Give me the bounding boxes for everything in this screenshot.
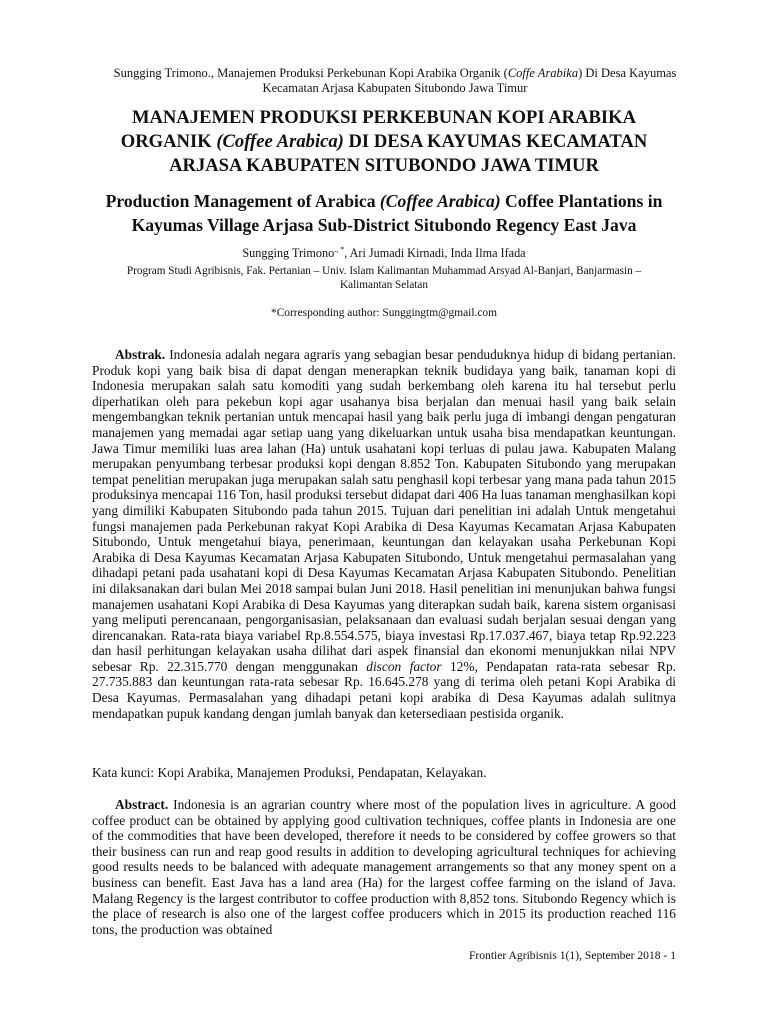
affiliation: Program Studi Agribisnis, Fak. Pertanian – Univ. Islam Kalimantan Muhammad Arsyad Al-Banjari, Banjarmasin – Kalimantan Selatan — [126, 265, 642, 291]
title-en-text-2: Coffee Plantations in Kayumas Village Arjasa Sub-District Situbondo Regency East Java — [131, 191, 663, 235]
title-en-text: Production Management of Arabica — [105, 191, 380, 211]
abstract-en-text: Indonesia is an agrarian country where most of the population lives in agriculture. A good coffee product can be obtained by applying good cultivation techniques, coffee plants in Indonesia are one of the commodities that have been developed, therefore it needs to be considered by coffee growers so that their business can run and reap good results in addition to developing agricultural techniques for achieving good results needs to be balanced with adequate management arrangements so that any money spent on a business can benefit. East Java has a land area (Ha) for the largest coffee farming on the island of Java. Malang Regency is the largest contributor to coffee production with 8,852 tons. Situbondo Regency which is the place of research is also one of the largest coffee producers which in 2015 its production reached 116 tons, the production was obtained — [92, 797, 676, 937]
running-head-text: Sungging Trimono., Manajemen Produksi Perkebunan Kopi Arabika Organik ( — [113, 66, 508, 80]
abstract-id-text: Indonesia adalah negara agraris yang sebagian besar penduduknya hidup di bidang pertanian. Produk kopi yang baik bisa di dapat dengan menerapkan teknik budidaya yang baik, tanaman kopi di Indonesia merupakan salah satu komoditi yang sudah berkembang oleh karena itu hal tersebut perlu diperhatikan oleh para pekebun kopi agar usahanya bisa berjalan dan menuai hasil yang baik selain mengembangkan teknik pertanian untuk mencapai hasil yang baik perlu juga di imbangi dengan pengaturan manajemen yang memadai agar setiap uang yang dikeluarkan untuk usaha bisa mendapatkan keuntungan. Jawa Timur memiliki luas area lahan (Ha) untuk usahatani kopi terluas di pulau jawa. Kabupaten Malang merupakan penyumbang terbesar produksi kopi dengan 8.852 Ton. Kabupaten Situbondo yang merupakan tempat penelitian merupakan juga merupakan salah satu penghasil kopi terbesar yang mana pada tahun 2015 produksinya mencapai 116 Ton, hasil produksi tersebut didapat dari 406 Ha luas tanaman menghasilkan kopi yang dimiliki Kabupaten Situbondo pada tahun 2015. Tujuan dari penelitian ini adalah Untuk mengetahui fungsi manajemen pada Perkebunan rakyat Kopi Arabika di Desa Kayumas Kecamatan Arjasa Kabupaten Situbondo, Untuk mengetahui biaya, penerimaan, keuntungan dan kelayakan usaha Perkebunan Kopi Arabika di Desa Kayumas Kecamatan Arjasa Kabupaten Situbondo, Untuk mengetahui permasalahan yang dihadapi petani pada usahatani kopi di Desa Kayumas Kecamatan Arjasa Kabupaten Situbondo. Penelitian ini dilaksanakan dari bulan Mei 2018 sampai bulan Juni 2018. Hasil penelitian ini menunjukan bahwa fungsi manajemen usahatani Kopi Arabika di Desa Kayumas yang diterapkan sudah baik, karena sistem organisasi yang meliputi perencanaan, pengorganisasian, pelaksanaan dan evaluasi sudah berjalan sesuai dengan yang direncanakan. Rata-rata biaya variabel Rp.8.554.575, biaya investasi Rp.17.037.467, biaya tetap Rp.92.223 dan hasil perhitungan kelayakan usaha dilihat dari aspek finansial dan ekonomi menunjukkan nilai NPV sebesar Rp. 22.315.770 dengan menggunakan — [92, 347, 676, 674]
abstract-id-italic: discon factor — [366, 658, 442, 674]
title-en-italic: (Coffee Arabica) — [379, 191, 501, 211]
keywords: Kata kunci: Kopi Arabika, Manajemen Produksi, Pendapatan, Kelayakan. — [92, 765, 487, 780]
title-id-text-2: DI DESA KAYUMAS KECAMATAN ARJASA KABUPATEN SITUBONDO JAWA TIMUR — [169, 131, 648, 176]
abstract-english — [92, 797, 676, 937]
title-indonesian — [106, 106, 662, 178]
abstract-id-label: Abstrak. — [115, 347, 166, 362]
page-footer: Frontier Agribisnis 1(1), September 2018 - 1 — [468, 949, 676, 962]
title-english — [86, 190, 682, 237]
running-head — [100, 66, 690, 96]
title-id-italic: (Coffee Arabica) — [216, 131, 344, 152]
author-marker: ., * — [334, 244, 345, 254]
author-first: Sungging Trimono — [242, 246, 335, 260]
author-list — [100, 246, 668, 261]
abstract-id-paragraph — [92, 347, 676, 721]
corresponding-author: *Corresponding author: Sunggingtm@gmail.com — [271, 307, 497, 319]
running-head-italic: Coffe Arabika — [507, 66, 579, 80]
abstract-en-label: Abstract. — [115, 797, 169, 812]
abstract-indonesian — [92, 347, 676, 721]
title-id-text: MANAJEMEN PRODUKSI PERKEBUNAN KOPI ARABIKA ORGANIK — [120, 107, 637, 152]
author-rest: , Ari Jumadi Kirnadi, Inda Ilma Ifada — [344, 246, 526, 260]
running-head-text-2: ) Di Desa Kayumas Kecamatan Arjasa Kabupaten Situbondo Jawa Timur — [262, 66, 677, 95]
abstract-en-paragraph — [92, 797, 676, 937]
abstract-id-text-2: 12%, Pendapatan rata-rata sebesar Rp. 27.735.883 dan keuntungan rata-rata sebesar Rp. 16.645.278 yang di terima oleh petani Kopi Arabika di Desa Kayumas. Permasalahan yang dihadapi petani kopi arabika di Desa Kayumas adalah sulitnya mendapatkan pupuk kandang dengan jumlah banyak dan ketersediaan pestisida organik. — [92, 658, 677, 721]
